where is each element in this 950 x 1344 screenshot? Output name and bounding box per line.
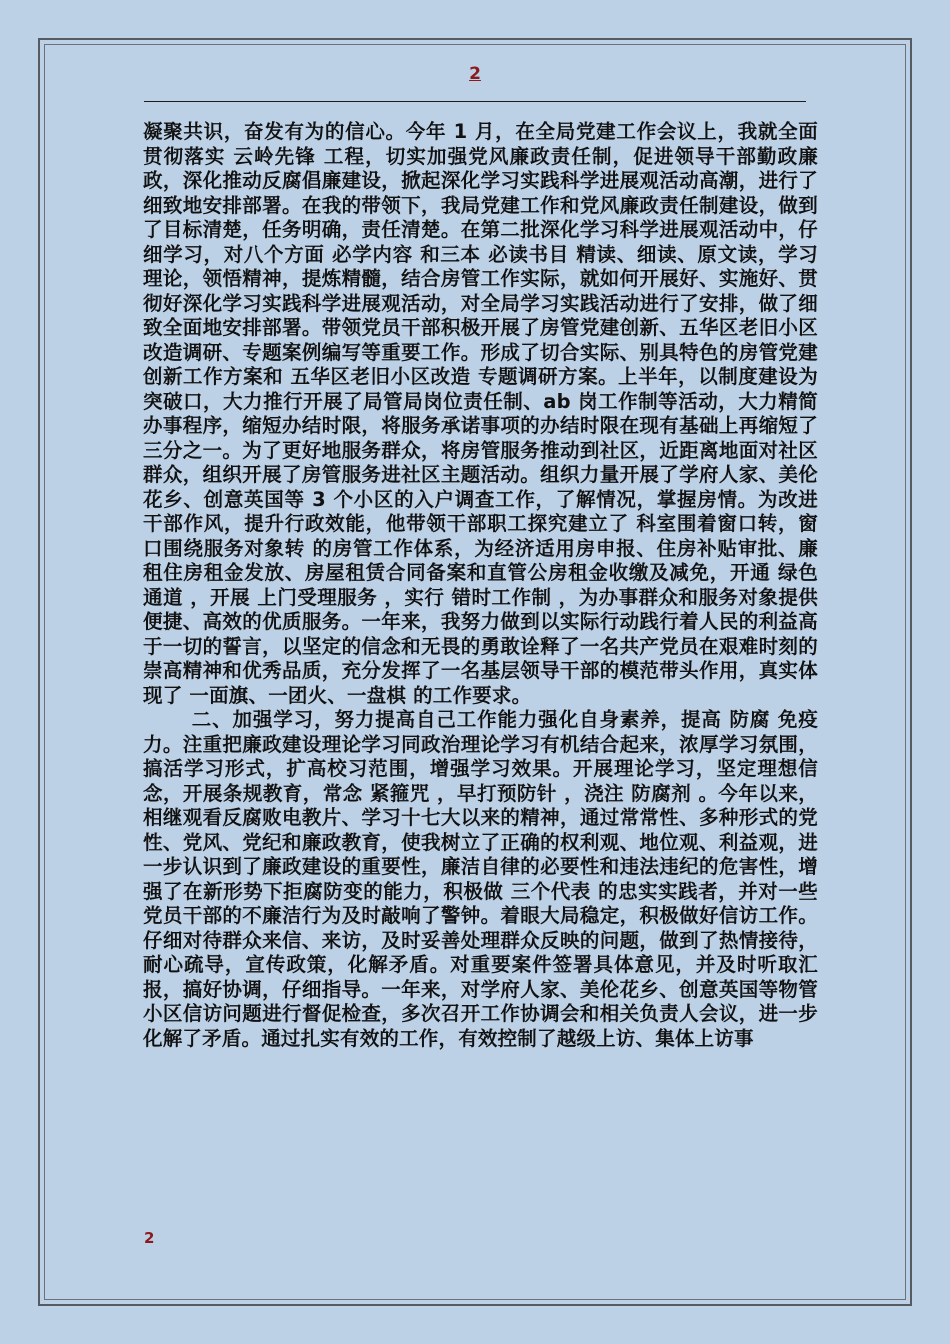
header-divider xyxy=(144,101,806,102)
body-paragraph-2: 二、加强学习，努力提高自己工作能力强化自身素养，提高 防腐 免疫力。注重把廉政建设理论学习同政治理论学习有机结合起来，浓厚学习氛围，搞活学习形式，扩高校习范围，增强学习效果。开展理论学习，坚定理想信念，开展条规教育，常念 紧箍咒 ，早打预防针 ，浇注 防腐剂 。今年以来，相继观看反腐败电教片、学习十七大以来的精神，通过常常性、多种形式的党性、党风、党纪和廉政教育，使我树立了正确的权利观、地位观、利益观，进一步认识到了廉政建设的重要性，廉洁自律的必要性和违法违纪的危害性，增强了在新形势下拒腐防变的能力，积极做 三个代表 的忠实实践者，并对一些党员干部的不廉洁行为及时敲响了警钟。着眼大局稳定，积极做好信访工作。仔细对待群众来信、来访，及时妥善处理群众反映的问题，做到了热情接待，耐心疏导，宣传政策，化解矛盾。对重要案件签署具体意见，并及时听取汇报，搞好协调，仔细指导。一年来，对学府人家、美伦花乡、创意英国等物管小区信访问题进行督促检查，多次召开工作协调会和相关负责人会议，进一步化解了矛盾。通过扎实有效的工作，有效控制了越级上访、集体上访事 xyxy=(143,708,818,1050)
header-page-number: 2 xyxy=(469,64,481,84)
document-body xyxy=(143,120,818,1051)
footer-page-number: 2 xyxy=(144,1229,155,1247)
body-paragraph-1: 凝聚共识，奋发有为的信心。今年 1 月，在全局党建工作会议上，我就全面贯彻落实 云岭先锋 工程，切实加强党风廉政责任制，促进领导干部勤政廉政，深化推动反腐倡廉建设，掀起深化学习实践科学进展观活动高潮，进行了细致地安排部署。在我的带领下，我局党建工作和党风廉政责任制建设，做到了目标清楚，任务明确，责任清楚。在第二批深化学习科学进展观活动中，仔细学习，对八个方面 必学内容 和三本 必读书目 精读、细读、原文读，学习理论，领悟精神，提炼精髓，结合房管工作实际，就如何开展好、实施好、贯彻好深化学习实践科学进展观活动，对全局学习实践活动进行了安排，做了细致全面地安排部署。带领党员干部积极开展了房管党建创新、五华区老旧小区改造调研、专题案例编写等重要工作。形成了切合实际、别具特色的房管党建创新工作方案和 五华区老旧小区改造 专题调研方案。上半年，以制度建设为突破口，大力推行开展了局管局岗位责任制、ab 岗工作制等活动，大力精简办事程序，缩短办结时限，将服务承诺事项的办结时限在现有基础上再缩短了三分之一。为了更好地服务群众，将房管服务推动到社区，近距离地面对社区群众，组织开展了房管服务进社区主题活动。组织力量开展了学府人家、美伦花乡、创意英国等 3 个小区的入户调查工作，了解情况，掌握房情。为改进干部作风，提升行政效能，他带领干部职工探究建立了 科室围着窗口转，窗口围绕服务对象转 的房管工作体系，为经济适用房申报、住房补贴审批、廉租住房租金发放、房屋租赁合同备案和直管公房租金收缴及减免，开通 绿色通道 ，开展 上门受理服务 ，实行 错时工作制 ，为办事群众和服务对象提供便捷、高效的优质服务。一年来，我努力做到以实际行动践行着人民的利益高于一切的誓言，以坚定的信念和无畏的勇敢诠释了一名共产党员在艰难时刻的崇高精神和优秀品质，充分发挥了一名基层领导干部的模范带头作用，真实体现了 一面旗、一团火、一盘棋 的工作要求。 xyxy=(143,120,818,707)
